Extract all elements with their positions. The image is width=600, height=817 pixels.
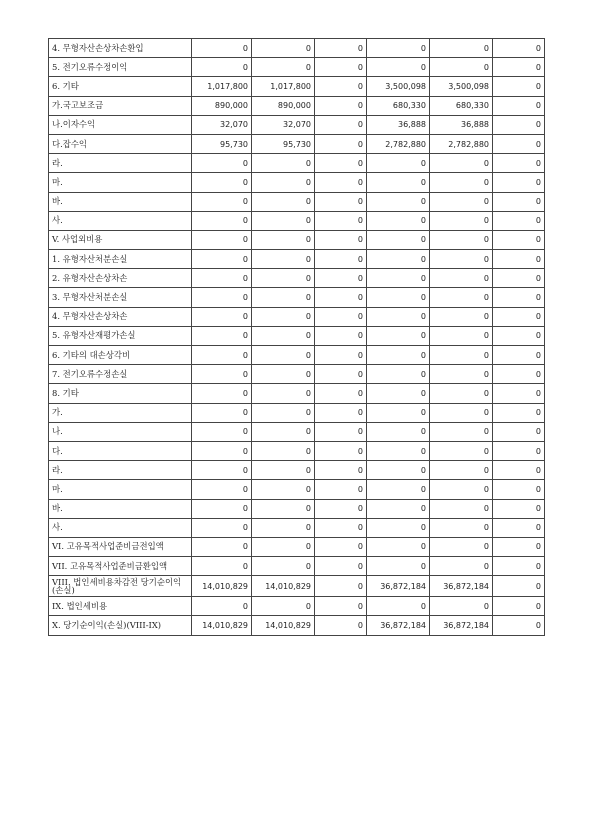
amount-cell: 0 xyxy=(367,326,430,345)
row-label: 가. xyxy=(49,403,192,422)
amount-cell: 36,888 xyxy=(430,115,493,134)
amount-cell: 0 xyxy=(367,154,430,173)
amount-cell: 0 xyxy=(493,173,545,192)
amount-cell: 0 xyxy=(430,58,493,77)
amount-cell: 0 xyxy=(493,597,545,616)
amount-cell: 0 xyxy=(252,39,315,58)
row-label: 가.국고보조금 xyxy=(49,96,192,115)
amount-cell: 0 xyxy=(493,288,545,307)
amount-cell: 0 xyxy=(252,211,315,230)
amount-cell: 0 xyxy=(367,230,430,249)
row-label: 3. 무형자산처분손실 xyxy=(49,288,192,307)
amount-cell: 36,872,184 xyxy=(367,576,430,597)
amount-cell: 0 xyxy=(315,499,367,518)
table-row xyxy=(49,96,545,115)
amount-cell: 0 xyxy=(430,211,493,230)
amount-cell: 0 xyxy=(430,422,493,441)
amount-cell: 0 xyxy=(192,211,252,230)
amount-cell: 0 xyxy=(252,480,315,499)
amount-cell: 0 xyxy=(252,250,315,269)
amount-cell: 0 xyxy=(315,192,367,211)
amount-cell: 14,010,829 xyxy=(192,616,252,635)
amount-cell: 0 xyxy=(315,173,367,192)
amount-cell: 0 xyxy=(192,537,252,556)
amount-cell: 0 xyxy=(315,307,367,326)
amount-cell: 0 xyxy=(192,365,252,384)
amount-cell: 14,010,829 xyxy=(252,616,315,635)
table-row xyxy=(49,307,545,326)
amount-cell: 0 xyxy=(192,288,252,307)
amount-cell: 0 xyxy=(192,384,252,403)
amount-cell: 0 xyxy=(252,192,315,211)
amount-cell: 0 xyxy=(430,173,493,192)
table-row xyxy=(49,77,545,96)
amount-cell: 0 xyxy=(493,518,545,537)
amount-cell: 0 xyxy=(315,96,367,115)
row-label: 라. xyxy=(49,154,192,173)
row-label: 8. 기타 xyxy=(49,384,192,403)
amount-cell: 0 xyxy=(192,173,252,192)
amount-cell: 0 xyxy=(493,39,545,58)
amount-cell: 0 xyxy=(192,154,252,173)
table-row xyxy=(49,480,545,499)
amount-cell: 0 xyxy=(493,96,545,115)
amount-cell: 0 xyxy=(192,269,252,288)
amount-cell: 0 xyxy=(252,537,315,556)
table-row xyxy=(49,230,545,249)
row-label: 5. 유형자산재평가손실 xyxy=(49,326,192,345)
amount-cell: 0 xyxy=(192,39,252,58)
amount-cell: 0 xyxy=(367,269,430,288)
row-label: 나. xyxy=(49,422,192,441)
amount-cell: 0 xyxy=(252,384,315,403)
amount-cell: 0 xyxy=(493,326,545,345)
table-row xyxy=(49,422,545,441)
amount-cell: 0 xyxy=(493,250,545,269)
table-row xyxy=(49,288,545,307)
amount-cell: 0 xyxy=(252,326,315,345)
amount-cell: 0 xyxy=(430,192,493,211)
amount-cell: 0 xyxy=(367,422,430,441)
amount-cell: 0 xyxy=(367,211,430,230)
amount-cell: 0 xyxy=(315,403,367,422)
amount-cell: 0 xyxy=(493,230,545,249)
amount-cell: 0 xyxy=(493,211,545,230)
amount-cell: 0 xyxy=(192,422,252,441)
amount-cell: 0 xyxy=(493,115,545,134)
amount-cell: 0 xyxy=(493,77,545,96)
amount-cell: 0 xyxy=(367,39,430,58)
amount-cell: 0 xyxy=(315,39,367,58)
table-row xyxy=(49,518,545,537)
amount-cell: 0 xyxy=(252,422,315,441)
amount-cell: 3,500,098 xyxy=(430,77,493,96)
amount-cell: 0 xyxy=(315,288,367,307)
table-row xyxy=(49,597,545,616)
table-row xyxy=(49,576,545,597)
amount-cell: 0 xyxy=(252,365,315,384)
row-label: 6. 기타의 대손상각비 xyxy=(49,346,192,365)
row-label-text: VIII. 법인세비용차감전 당기순이익(손실) xyxy=(52,576,182,596)
table-row xyxy=(49,326,545,345)
amount-cell: 0 xyxy=(192,499,252,518)
amount-cell: 0 xyxy=(493,154,545,173)
amount-cell: 1,017,800 xyxy=(192,77,252,96)
amount-cell: 0 xyxy=(367,537,430,556)
amount-cell: 0 xyxy=(315,441,367,460)
row-label: VI. 고유목적사업준비금전입액 xyxy=(49,537,192,556)
amount-cell: 0 xyxy=(367,480,430,499)
amount-cell: 0 xyxy=(493,134,545,153)
amount-cell: 36,888 xyxy=(367,115,430,134)
row-label: 2. 유형자산손상차손 xyxy=(49,269,192,288)
row-label: 4. 무형자산손상차손환입 xyxy=(49,39,192,58)
amount-cell: 0 xyxy=(493,269,545,288)
amount-cell: 0 xyxy=(430,307,493,326)
table-row xyxy=(49,461,545,480)
row-label: 사. xyxy=(49,211,192,230)
row-label: IX. 법인세비용 xyxy=(49,597,192,616)
amount-cell: 0 xyxy=(315,557,367,576)
financial-statement-sheet xyxy=(48,38,544,636)
row-label: 다. xyxy=(49,441,192,460)
amount-cell: 0 xyxy=(493,403,545,422)
amount-cell: 0 xyxy=(430,499,493,518)
amount-cell: 0 xyxy=(315,154,367,173)
amount-cell: 0 xyxy=(315,346,367,365)
amount-cell: 0 xyxy=(252,557,315,576)
amount-cell: 0 xyxy=(315,384,367,403)
amount-cell: 0 xyxy=(430,518,493,537)
amount-cell: 0 xyxy=(252,154,315,173)
amount-cell: 0 xyxy=(252,518,315,537)
amount-cell: 0 xyxy=(430,537,493,556)
row-label: V. 사업외비용 xyxy=(49,230,192,249)
amount-cell: 0 xyxy=(430,346,493,365)
amount-cell: 0 xyxy=(315,518,367,537)
amount-cell: 680,330 xyxy=(430,96,493,115)
amount-cell: 36,872,184 xyxy=(430,616,493,635)
table-row xyxy=(49,134,545,153)
amount-cell: 0 xyxy=(315,461,367,480)
amount-cell: 0 xyxy=(430,288,493,307)
amount-cell: 680,330 xyxy=(367,96,430,115)
amount-cell: 0 xyxy=(315,365,367,384)
amount-cell: 2,782,880 xyxy=(430,134,493,153)
amount-cell: 0 xyxy=(367,403,430,422)
amount-cell: 32,070 xyxy=(252,115,315,134)
amount-cell: 0 xyxy=(430,441,493,460)
amount-cell: 0 xyxy=(252,58,315,77)
table-row xyxy=(49,384,545,403)
amount-cell: 0 xyxy=(367,250,430,269)
amount-cell: 0 xyxy=(430,269,493,288)
amount-cell: 0 xyxy=(252,230,315,249)
table-row xyxy=(49,346,545,365)
amount-cell: 14,010,829 xyxy=(252,576,315,597)
amount-cell: 0 xyxy=(315,269,367,288)
row-label: 4. 무형자산손상차손 xyxy=(49,307,192,326)
amount-cell: 0 xyxy=(430,461,493,480)
table-row xyxy=(49,58,545,77)
amount-cell: 36,872,184 xyxy=(367,616,430,635)
amount-cell: 3,500,098 xyxy=(367,77,430,96)
row-label: 나.이자수익 xyxy=(49,115,192,134)
amount-cell: 0 xyxy=(252,269,315,288)
amount-cell: 0 xyxy=(252,403,315,422)
amount-cell: 0 xyxy=(367,499,430,518)
amount-cell: 0 xyxy=(192,461,252,480)
row-label xyxy=(49,576,192,597)
row-label: 바. xyxy=(49,499,192,518)
amount-cell: 0 xyxy=(493,422,545,441)
amount-cell: 0 xyxy=(430,597,493,616)
amount-cell: 0 xyxy=(315,616,367,635)
amount-cell: 0 xyxy=(493,480,545,499)
amount-cell: 0 xyxy=(252,307,315,326)
amount-cell: 0 xyxy=(192,557,252,576)
amount-cell: 0 xyxy=(192,597,252,616)
table-body xyxy=(49,39,545,636)
amount-cell: 0 xyxy=(430,326,493,345)
amount-cell: 0 xyxy=(493,192,545,211)
amount-cell: 0 xyxy=(192,58,252,77)
amount-cell: 0 xyxy=(315,597,367,616)
table-row xyxy=(49,441,545,460)
row-label: 마. xyxy=(49,480,192,499)
amount-cell: 0 xyxy=(430,250,493,269)
table-row xyxy=(49,499,545,518)
amount-cell: 0 xyxy=(430,403,493,422)
amount-cell: 0 xyxy=(430,154,493,173)
amount-cell: 2,782,880 xyxy=(367,134,430,153)
amount-cell: 0 xyxy=(493,441,545,460)
table-row xyxy=(49,557,545,576)
amount-cell: 0 xyxy=(367,384,430,403)
row-label: VII. 고유목적사업준비금환입액 xyxy=(49,557,192,576)
amount-cell: 0 xyxy=(192,441,252,460)
amount-cell: 0 xyxy=(315,250,367,269)
row-label: 7. 전기오류수정손실 xyxy=(49,365,192,384)
row-label: 1. 유형자산처분손실 xyxy=(49,250,192,269)
row-label: 마. xyxy=(49,173,192,192)
row-label: 5. 전기오류수정이익 xyxy=(49,58,192,77)
table-row xyxy=(49,250,545,269)
amount-cell: 0 xyxy=(430,557,493,576)
amount-cell: 1,017,800 xyxy=(252,77,315,96)
table-row xyxy=(49,365,545,384)
amount-cell: 0 xyxy=(315,576,367,597)
row-label: 라. xyxy=(49,461,192,480)
amount-cell: 0 xyxy=(252,346,315,365)
amount-cell: 0 xyxy=(367,441,430,460)
amount-cell: 890,000 xyxy=(252,96,315,115)
amount-cell: 0 xyxy=(252,288,315,307)
table-row xyxy=(49,616,545,635)
row-label: 6. 기타 xyxy=(49,77,192,96)
row-label: 사. xyxy=(49,518,192,537)
amount-cell: 0 xyxy=(192,326,252,345)
amount-cell: 0 xyxy=(367,173,430,192)
amount-cell: 0 xyxy=(315,77,367,96)
amount-cell: 0 xyxy=(367,346,430,365)
amount-cell: 0 xyxy=(315,326,367,345)
amount-cell: 0 xyxy=(367,192,430,211)
amount-cell: 0 xyxy=(252,499,315,518)
amount-cell: 0 xyxy=(315,480,367,499)
amount-cell: 0 xyxy=(430,480,493,499)
amount-cell: 0 xyxy=(315,58,367,77)
amount-cell: 0 xyxy=(192,518,252,537)
amount-cell: 0 xyxy=(252,173,315,192)
amount-cell: 0 xyxy=(493,307,545,326)
amount-cell: 0 xyxy=(192,346,252,365)
table-row xyxy=(49,39,545,58)
table-row xyxy=(49,154,545,173)
table-row xyxy=(49,115,545,134)
amount-cell: 32,070 xyxy=(192,115,252,134)
amount-cell: 0 xyxy=(192,403,252,422)
amount-cell: 0 xyxy=(493,346,545,365)
amount-cell: 0 xyxy=(367,365,430,384)
table-row xyxy=(49,403,545,422)
amount-cell: 0 xyxy=(252,461,315,480)
amount-cell: 0 xyxy=(192,250,252,269)
amount-cell: 14,010,829 xyxy=(192,576,252,597)
amount-cell: 95,730 xyxy=(252,134,315,153)
amount-cell: 0 xyxy=(192,480,252,499)
amount-cell: 0 xyxy=(430,230,493,249)
amount-cell: 0 xyxy=(367,288,430,307)
amount-cell: 0 xyxy=(367,307,430,326)
amount-cell: 0 xyxy=(493,557,545,576)
amount-cell: 0 xyxy=(430,39,493,58)
table-row xyxy=(49,173,545,192)
amount-cell: 0 xyxy=(315,230,367,249)
amount-cell: 0 xyxy=(493,365,545,384)
amount-cell: 0 xyxy=(430,365,493,384)
amount-cell: 0 xyxy=(192,230,252,249)
amount-cell: 0 xyxy=(367,597,430,616)
amount-cell: 0 xyxy=(493,58,545,77)
amount-cell: 0 xyxy=(252,597,315,616)
amount-cell: 0 xyxy=(315,211,367,230)
amount-cell: 0 xyxy=(493,461,545,480)
amount-cell: 0 xyxy=(493,537,545,556)
table-row xyxy=(49,269,545,288)
amount-cell: 0 xyxy=(315,134,367,153)
table-row xyxy=(49,211,545,230)
amount-cell: 0 xyxy=(315,422,367,441)
row-label: 다.잡수익 xyxy=(49,134,192,153)
row-label: 바. xyxy=(49,192,192,211)
table-row xyxy=(49,192,545,211)
amount-cell: 0 xyxy=(493,576,545,597)
amount-cell: 0 xyxy=(192,192,252,211)
amount-cell: 36,872,184 xyxy=(430,576,493,597)
amount-cell: 0 xyxy=(252,441,315,460)
amount-cell: 0 xyxy=(493,384,545,403)
income-statement-table xyxy=(48,38,545,636)
amount-cell: 95,730 xyxy=(192,134,252,153)
amount-cell: 0 xyxy=(367,461,430,480)
amount-cell: 0 xyxy=(430,384,493,403)
amount-cell: 0 xyxy=(493,616,545,635)
row-label: X. 당기순이익(손실)(VIII-IX) xyxy=(49,616,192,635)
table-row xyxy=(49,537,545,556)
amount-cell: 0 xyxy=(367,557,430,576)
amount-cell: 0 xyxy=(493,499,545,518)
amount-cell: 0 xyxy=(315,537,367,556)
amount-cell: 0 xyxy=(192,307,252,326)
amount-cell: 0 xyxy=(367,518,430,537)
amount-cell: 890,000 xyxy=(192,96,252,115)
amount-cell: 0 xyxy=(315,115,367,134)
amount-cell: 0 xyxy=(367,58,430,77)
